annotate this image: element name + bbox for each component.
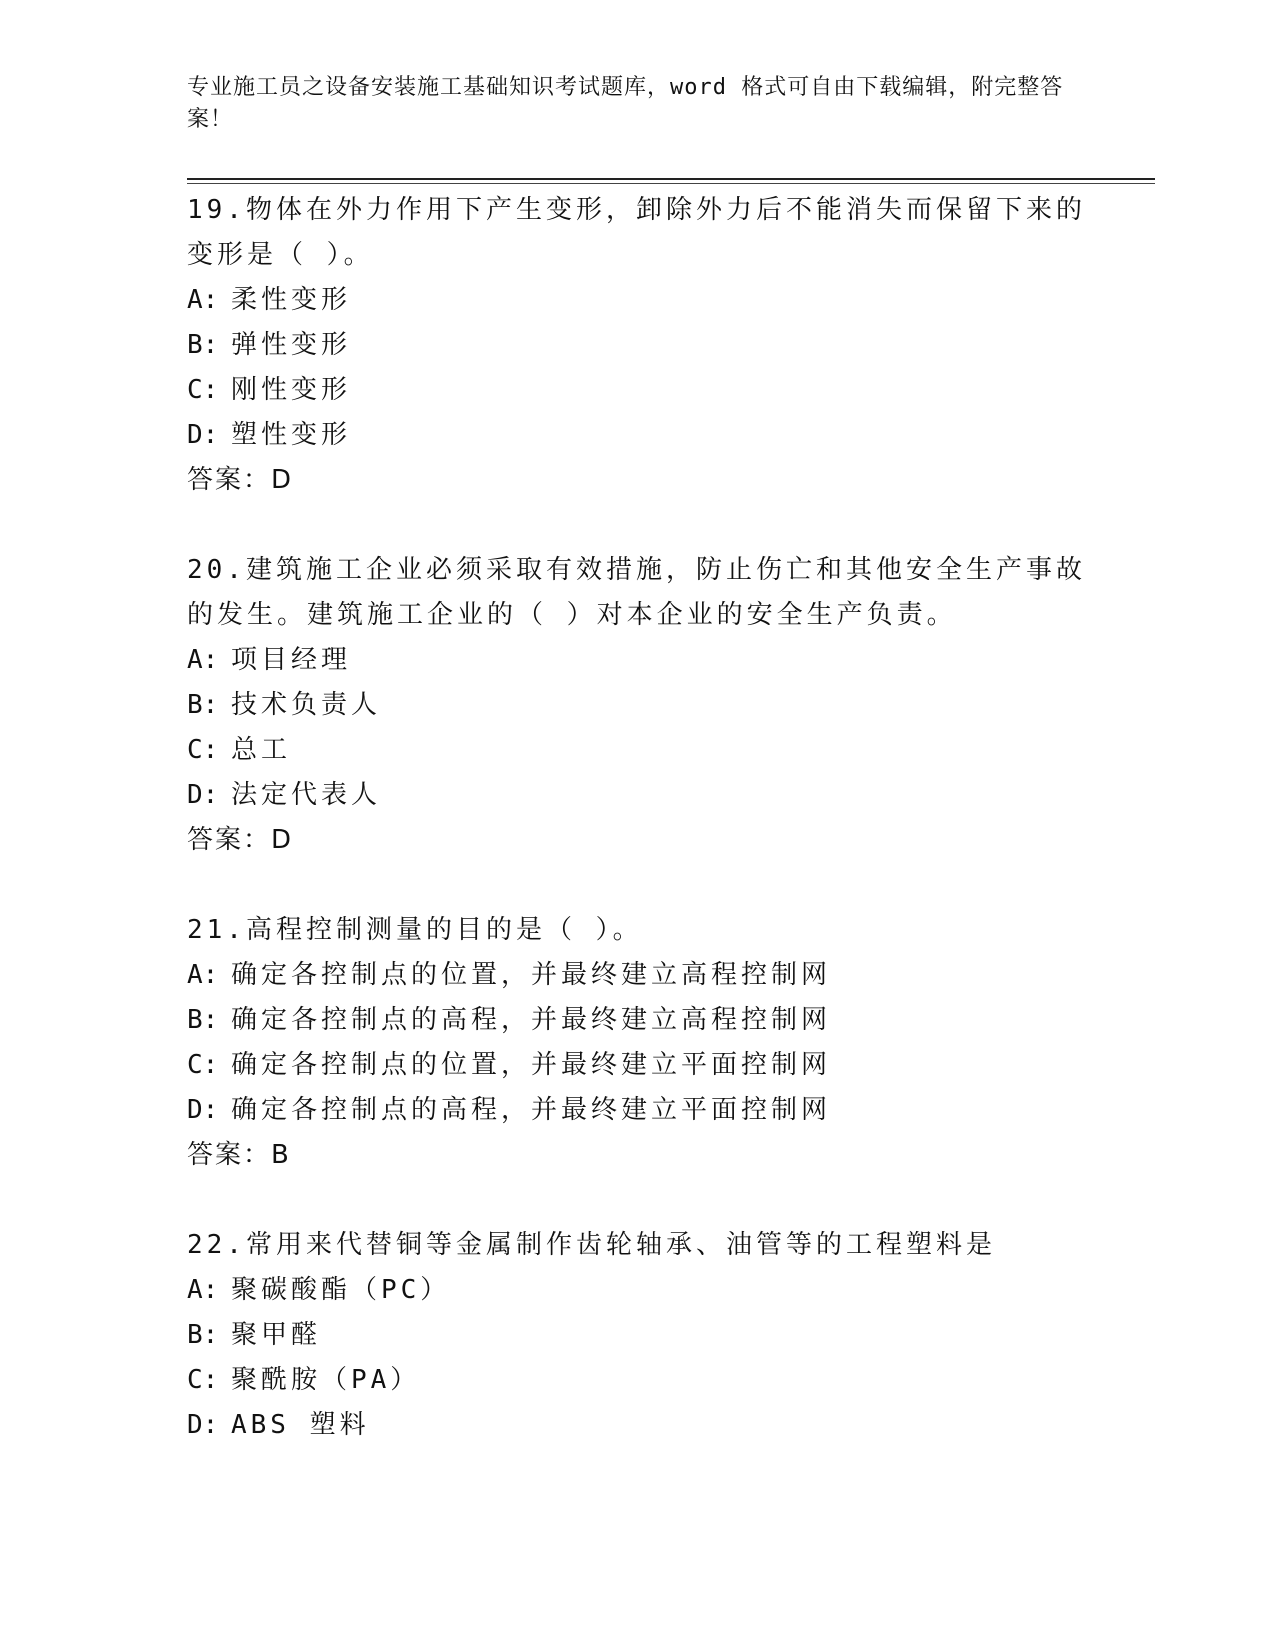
option-text: 弹性变形 [231, 330, 352, 360]
option-text: 项目经理 [231, 645, 352, 675]
question-stem: 21.高程控制测量的目的是（ ）。 [187, 915, 643, 945]
question-22 [187, 1223, 1087, 1448]
option-letter: A: [187, 1275, 219, 1305]
option-text: 聚酰胺（PA） [231, 1365, 421, 1395]
question-stem: 20.建筑施工企业必须采取有效措施，防止伤亡和其他安全生产事故的发生。建筑施工企业的（ ）对本企业的安全生产负责。 [187, 555, 1086, 630]
option-d [187, 413, 1087, 458]
option-letter: B: [187, 1005, 219, 1035]
option-text: 聚甲醛 [231, 1320, 322, 1350]
answer-line: 答案：D [187, 465, 294, 495]
option-letter: B: [187, 1320, 219, 1350]
option-c [187, 728, 1087, 773]
header-rule-thick [187, 178, 1155, 180]
option-d [187, 1088, 1087, 1133]
option-letter: A: [187, 960, 219, 990]
question-21 [187, 908, 1087, 1178]
option-d [187, 1403, 1087, 1448]
option-b [187, 998, 1087, 1043]
option-a [187, 1268, 1087, 1313]
question-spacer [187, 1178, 1087, 1223]
option-letter: C: [187, 375, 219, 405]
option-text: 柔性变形 [231, 285, 352, 315]
option-a [187, 953, 1087, 998]
option-text: ABS 塑料 [231, 1410, 370, 1440]
question-20 [187, 548, 1087, 863]
option-text: 技术负责人 [231, 690, 382, 720]
option-letter: B: [187, 690, 219, 720]
answer-line: 答案：D [187, 825, 294, 855]
option-text: 总工 [231, 735, 292, 765]
option-text: 法定代表人 [231, 780, 382, 810]
option-text: 塑性变形 [231, 420, 352, 450]
question-19 [187, 188, 1087, 503]
option-text: 聚碳酸酯（PC） [231, 1275, 451, 1305]
question-stem: 19.物体在外力作用下产生变形，卸除外力后不能消失而保留下来的变形是（ ）。 [187, 195, 1086, 270]
option-c [187, 1043, 1087, 1088]
option-text: 确定各控制点的高程，并最终建立高程控制网 [231, 1005, 832, 1035]
option-d [187, 773, 1087, 818]
option-letter: D: [187, 1410, 219, 1440]
option-letter: A: [187, 285, 219, 315]
question-list [187, 188, 1087, 1448]
option-text: 确定各控制点的位置，并最终建立平面控制网 [231, 1050, 832, 1080]
option-b [187, 1313, 1087, 1358]
question-spacer [187, 503, 1087, 548]
option-text: 确定各控制点的位置，并最终建立高程控制网 [231, 960, 832, 990]
option-letter: C: [187, 735, 219, 765]
header-rule-thin [187, 183, 1155, 184]
option-text: 刚性变形 [231, 375, 352, 405]
option-letter: D: [187, 1095, 219, 1125]
option-text: 确定各控制点的高程，并最终建立平面控制网 [231, 1095, 832, 1125]
option-a [187, 638, 1087, 683]
option-letter: D: [187, 780, 219, 810]
option-letter: C: [187, 1050, 219, 1080]
answer-line: 答案：B [187, 1140, 291, 1170]
question-stem: 22.常用来代替铜等金属制作齿轮轴承、油管等的工程塑料是 [187, 1230, 996, 1260]
option-letter: D: [187, 420, 219, 450]
option-letter: B: [187, 330, 219, 360]
option-b [187, 323, 1087, 368]
option-c [187, 1358, 1087, 1403]
question-spacer [187, 863, 1087, 908]
option-letter: A: [187, 645, 219, 675]
option-a [187, 278, 1087, 323]
option-b [187, 683, 1087, 728]
option-c [187, 368, 1087, 413]
document-header: 专业施工员之设备安装施工基础知识考试题库，word 格式可自由下载编辑，附完整答案！ [187, 75, 1064, 132]
option-letter: C: [187, 1365, 219, 1395]
